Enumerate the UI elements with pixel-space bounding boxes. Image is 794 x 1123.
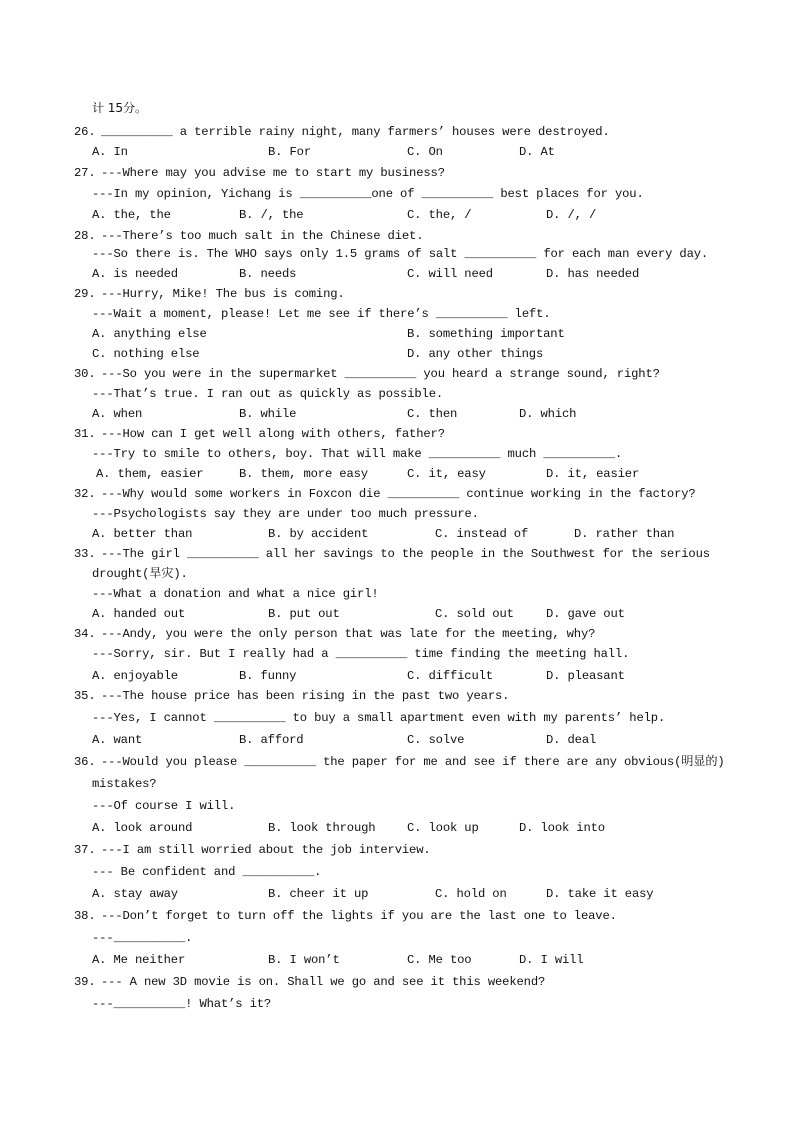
dialogue-line: ---Sorry, sir. But I really had a __________ time finding the meeting hall. [92, 647, 630, 661]
dialogue-line: --- A new 3D movie is on. Shall we go and see it this weekend? [101, 975, 546, 989]
option-b: B. needs [239, 267, 297, 281]
dialogue-line: ---Would you please __________ the paper for me and see if there are any obvious(明显的) [101, 755, 725, 769]
option-a: A. In [92, 145, 128, 159]
dialogue-line: mistakes? [92, 777, 157, 791]
option-a: A. look around [92, 821, 193, 835]
option-d: D. which [519, 407, 577, 421]
dialogue-line: ---Why would some workers in Foxcon die __________ continue working in the factory? [101, 487, 696, 501]
option-b: B. something important [407, 327, 565, 341]
question-number: 36. [74, 755, 96, 769]
option-c: C. solve [407, 733, 465, 747]
option-a: A. the, the [92, 208, 171, 222]
dialogue-line: ---Don’t forget to turn off the lights if you are the last one to leave. [101, 909, 617, 923]
option-c: C. Me too [407, 953, 472, 967]
question-number: 39. [74, 975, 96, 989]
option-d: D. pleasant [546, 669, 625, 683]
dialogue-line: ---Hurry, Mike! The bus is coming. [101, 287, 345, 301]
option-d: D. it, easier [546, 467, 640, 481]
option-d: D. any other things [407, 347, 544, 361]
dialogue-line: ---So there is. The WHO says only 1.5 grams of salt __________ for each man every day. [92, 247, 709, 261]
question-number: 27. [74, 166, 96, 180]
option-d: D. take it easy [546, 887, 654, 901]
dialogue-line: ---Andy, you were the only person that was late for the meeting, why? [101, 627, 596, 641]
dialogue-line: ---Of course I will. [92, 799, 236, 813]
question-number: 33. [74, 547, 96, 561]
question-number: 32. [74, 487, 96, 501]
question-number: 29. [74, 287, 96, 301]
option-a: A. stay away [92, 887, 178, 901]
option-d: D. I will [519, 953, 584, 967]
option-b: B. /, the [239, 208, 304, 222]
option-c: C. On [407, 145, 443, 159]
option-c: C. the, / [407, 208, 472, 222]
option-c: C. instead of [435, 527, 529, 541]
dialogue-line: --- Be confident and __________. [92, 865, 322, 879]
option-a: A. want [92, 733, 143, 747]
option-b: B. look through [268, 821, 376, 835]
option-c: C. look up [407, 821, 479, 835]
option-a: A. better than [92, 527, 193, 541]
option-b: B. put out [268, 607, 340, 621]
option-a: A. enjoyable [92, 669, 178, 683]
dialogue-line: ---Psychologists say they are under too much pressure. [92, 507, 479, 521]
option-b: B. while [239, 407, 297, 421]
dialogue-line: drought(旱灾). [92, 567, 188, 581]
option-d: D. look into [519, 821, 605, 835]
option-d: D. /, / [546, 208, 597, 222]
dialogue-line: ---__________. [92, 931, 193, 945]
dialogue-line: ---The house price has been rising in the past two years. [101, 689, 510, 703]
dialogue-line: ---The girl __________ all her savings to the people in the Southwest for the serious [101, 547, 710, 561]
question-number: 38. [74, 909, 96, 923]
dialogue-line: ---Wait a moment, please! Let me see if there’s __________ left. [92, 307, 551, 321]
section-instruction: 计 15分。 [92, 101, 148, 115]
dialogue-line: ---There’s too much salt in the Chinese diet. [101, 229, 424, 243]
question-number: 30. [74, 367, 96, 381]
question-number: 31. [74, 427, 96, 441]
question-stem: __________ a terrible rainy night, many farmers’ houses were destroyed. [101, 125, 610, 139]
option-b: B. by accident [268, 527, 369, 541]
option-d: D. deal [546, 733, 597, 747]
dialogue-line: ---Yes, I cannot __________ to buy a small apartment even with my parents’ help. [92, 711, 666, 725]
option-b: B. them, more easy [239, 467, 368, 481]
option-a: A. handed out [92, 607, 186, 621]
dialogue-line: ---In my opinion, Yichang is __________one of __________ best places for you. [92, 187, 644, 201]
option-a: A. when [92, 407, 143, 421]
option-c: C. then [407, 407, 458, 421]
option-a: A. Me neither [92, 953, 186, 967]
option-c: C. nothing else [92, 347, 200, 361]
dialogue-line: ---Try to smile to others, boy. That will make __________ much __________. [92, 447, 623, 461]
option-b: B. funny [239, 669, 297, 683]
question-number: 37. [74, 843, 96, 857]
option-c: C. difficult [407, 669, 493, 683]
dialogue-line: ---That’s true. I ran out as quickly as possible. [92, 387, 444, 401]
option-b: B. afford [239, 733, 304, 747]
option-b: B. cheer it up [268, 887, 369, 901]
option-b: B. I won’t [268, 953, 340, 967]
question-number: 26. [74, 125, 96, 139]
dialogue-line: ---Where may you advise me to start my business? [101, 166, 445, 180]
question-number: 34. [74, 627, 96, 641]
question-number: 35. [74, 689, 96, 703]
option-d: D. gave out [546, 607, 625, 621]
option-d: D. At [519, 145, 555, 159]
option-c: C. it, easy [407, 467, 486, 481]
option-c: C. sold out [435, 607, 514, 621]
dialogue-line: ---I am still worried about the job interview. [101, 843, 431, 857]
option-a: A. anything else [92, 327, 207, 341]
option-a: A. is needed [92, 267, 178, 281]
dialogue-line: ---__________! What’s it? [92, 997, 272, 1011]
option-a: A. them, easier [96, 467, 204, 481]
dialogue-line: ---What a donation and what a nice girl! [92, 587, 379, 601]
dialogue-line: ---How can I get well along with others, father? [101, 427, 445, 441]
option-c: C. hold on [435, 887, 507, 901]
option-c: C. will need [407, 267, 493, 281]
option-b: B. For [268, 145, 311, 159]
dialogue-line: ---So you were in the supermarket __________ you heard a strange sound, right? [101, 367, 660, 381]
question-number: 28. [74, 229, 96, 243]
option-d: D. rather than [574, 527, 675, 541]
option-d: D. has needed [546, 267, 640, 281]
